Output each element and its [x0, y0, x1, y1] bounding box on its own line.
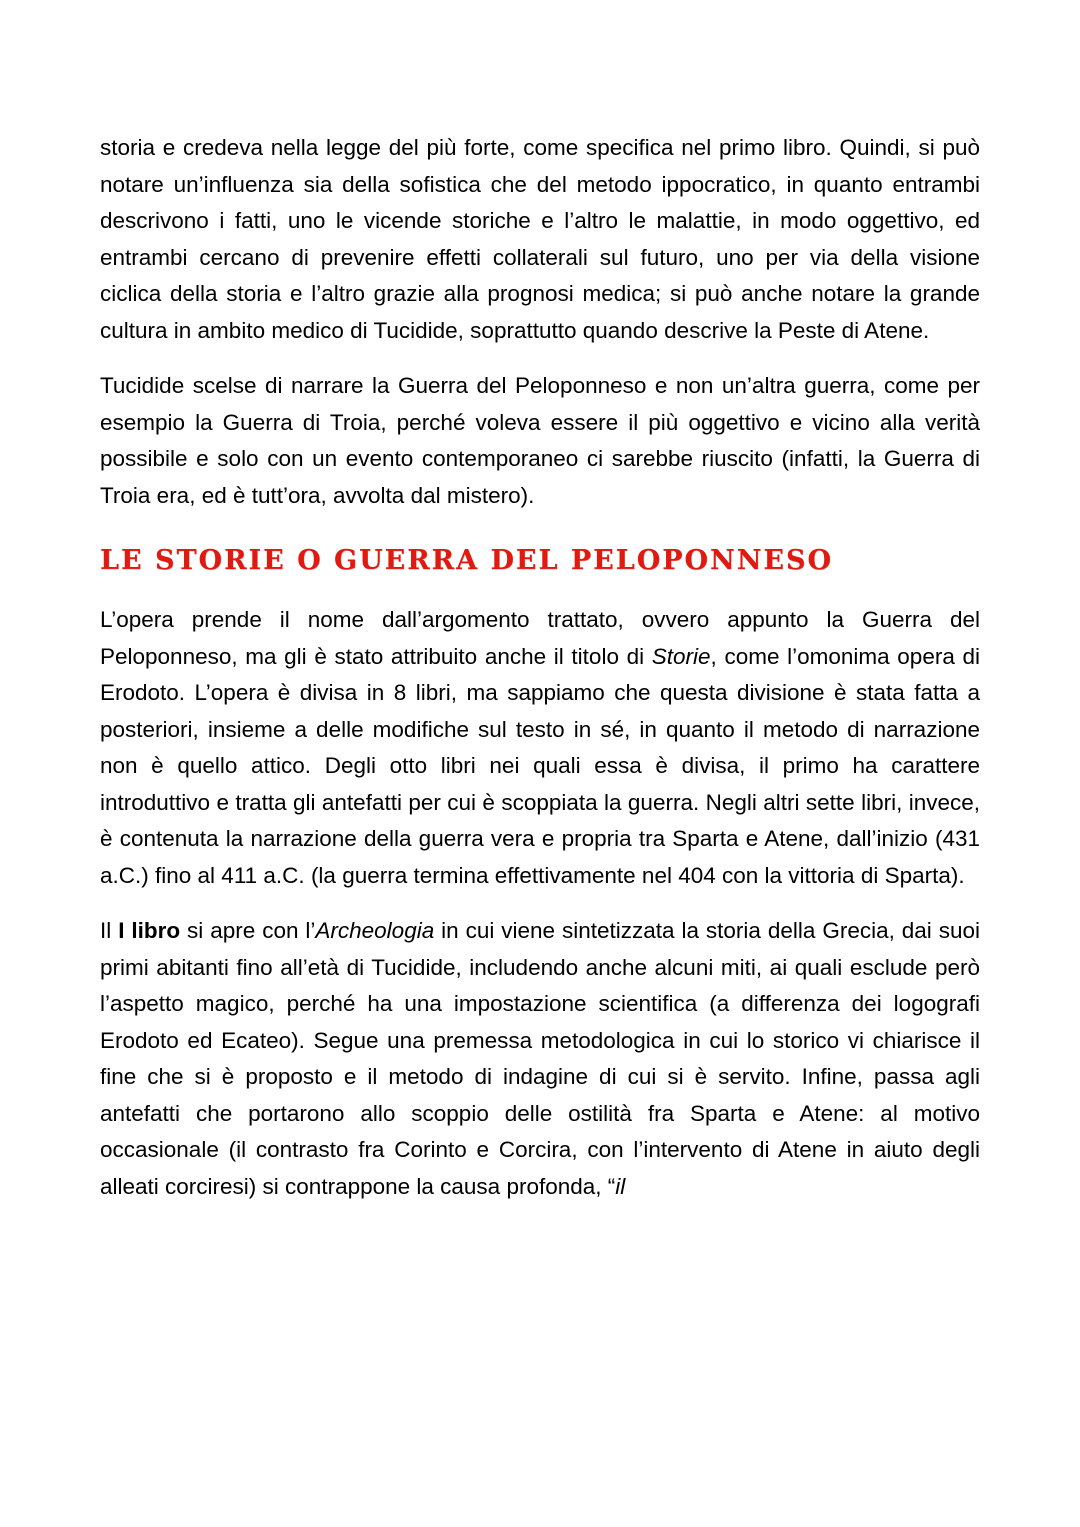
- text-segment: in cui viene sintetizzata la storia della Grecia, dai suoi primi abitanti fino all’età di Tucidide, includendo anche alcuni miti, ai quali esclude però l’aspetto magico, perché ha una impostazione scientifica (a differenza dei logografi Erodoto ed Ecateo). Segue una premessa metodologica in cui lo storico vi chiarisce il fine che si è proposto e il metodo di indagine di cui si è servito. Infine, passa agli antefatti che portarono allo scoppio delle ostilità fra Sparta e Atene: al motivo occasionale (il contrasto fra Corinto e Corcira, con l’intervento di Atene in aiuto degli alleati corciresi) si contrappone la causa profonda, “: [100, 918, 980, 1199]
- text-segment: storia e credeva nella legge del più forte, come specifica nel primo libro. Quindi, si può notare un’influenza sia della sofistica che del metodo ippocratico, in quanto entrambi descrivono i fatti, uno le vicende storiche e l’altro le malattie, in modo oggettivo, ed entrambi cercano di prevenire effetti collaterali sul futuro, uno per via della visione ciclica della storia e l’altro grazie alla prognosi medica; si può anche notare la grande cultura in ambito medico di Tucidide, soprattutto quando descrive la Peste di Atene.: [100, 135, 980, 343]
- paragraph-first-book: [100, 913, 980, 1205]
- text-segment: il: [615, 1173, 626, 1199]
- paragraph-intro-method: [100, 130, 980, 349]
- text-segment: si apre con l’: [180, 918, 316, 943]
- text-segment: Storie: [651, 643, 711, 669]
- paragraph-opera-structure: [100, 602, 980, 894]
- text-segment: L’opera prende il nome dall’argomento trattato, ovvero appunto la Guerra del Peloponneso, ma gli è stato attribuito anche il titolo di: [100, 607, 980, 669]
- text-segment: Il: [100, 918, 119, 943]
- text-segment: I libro: [118, 918, 181, 943]
- paragraph-choice-of-war: [100, 368, 980, 514]
- text-segment: Archeologia: [315, 918, 435, 943]
- section-heading-le-storie: LE STORIE O GUERRA DEL PELOPONNESO: [100, 545, 833, 576]
- text-segment: , come l’omonima opera di Erodoto. L’opera è divisa in 8 libri, ma sappiamo che questa divisione è stata fatta a posteriori, insieme a delle modifiche sul testo in sé, in quanto il metodo di narrazione non è quello attico. Degli otto libri nei quali essa è divisa, il primo ha carattere introduttivo e tratta gli antefatti per cui è scoppiata la guerra. Negli altri sette libri, invece, è contenuta la narrazione della guerra vera e propria tra Sparta e Atene, dall’inizio (431 a.C.) fino al 411 a.C. (la guerra termina effettivamente nel 404 con la vittoria di Sparta).: [100, 643, 980, 888]
- text-segment: Tucidide scelse di narrare la Guerra del Peloponneso e non un’altra guerra, come per esempio la Guerra di Troia, perché voleva essere il più oggettivo e vicino alla verità possibile e solo con un evento contemporaneo ci sarebbe riuscito (infatti, la Guerra di Troia era, ed è tutt’ora, avvolta dal mistero).: [100, 373, 980, 508]
